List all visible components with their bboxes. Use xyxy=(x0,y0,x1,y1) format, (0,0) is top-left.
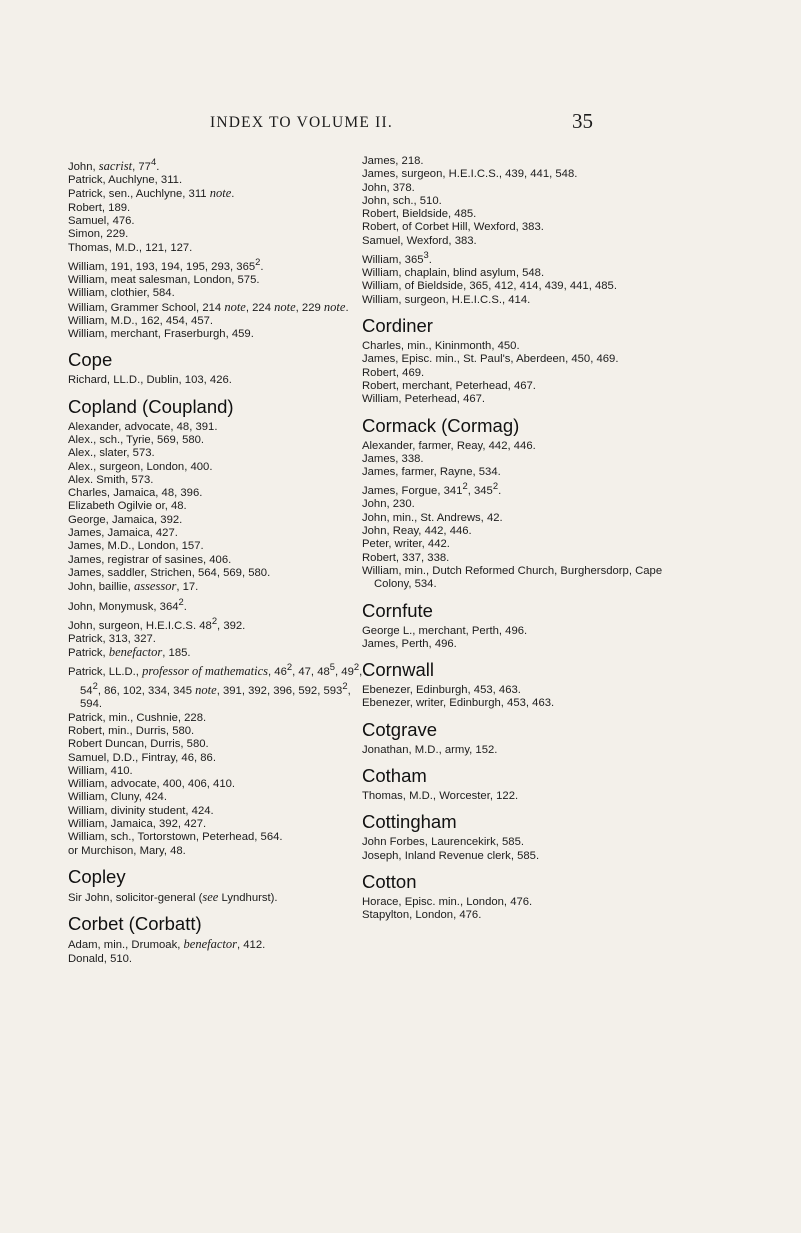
index-section xyxy=(362,871,667,923)
index-entry: William, Grammer School, 214 note, 224 note, 229 note. xyxy=(68,299,349,314)
index-section xyxy=(362,765,667,803)
index-entry: Patrick, LL.D., professor of mathematics, $46^2$, 47, $48^5$, $49^2$, $54^2$, 86, 102, 334, 345 note, 391, 392, 396, 592, $593^2$, 594. xyxy=(68,661,363,711)
index-entry: James, M.D., London, 157. xyxy=(68,540,204,553)
index-entry: William, M.D., 162, 454, 457. xyxy=(68,314,214,327)
index-entry: William, surgeon, H.E.I.C.S., 414. xyxy=(362,293,531,306)
index-entry: William, advocate, 400, 406, 410. xyxy=(68,778,236,791)
index-entry: William, Cluny, 424. xyxy=(68,791,167,804)
surname-heading: Cormack (Cormag) xyxy=(362,414,520,436)
index-entry: James, Jamaica, 427. xyxy=(68,527,178,540)
index-entry: Patrick, 313, 327. xyxy=(68,632,156,645)
index-entry: Robert, merchant, Peterhead, 467. xyxy=(362,379,536,392)
index-column-right xyxy=(362,155,667,923)
index-entry: John Forbes, Laurencekirk, 585. xyxy=(362,836,525,849)
index-entry: Alex., sch., Tyrie, 569, 580. xyxy=(68,433,205,446)
index-entry: Samuel, D.D., Fintray, 46, 86. xyxy=(68,751,216,764)
index-section xyxy=(68,913,373,966)
index-entry: James, farmer, Rayne, 534. xyxy=(362,466,501,479)
index-section xyxy=(68,396,373,858)
index-entry: James, saddler, Strichen, 564, 569, 580. xyxy=(68,566,271,579)
index-entry: John, baillie, assessor, 17. xyxy=(68,579,199,594)
surname-heading: Corbet (Corbatt) xyxy=(68,913,202,935)
surname-heading: Cottingham xyxy=(362,811,457,833)
index-entry: John, min., St. Andrews, 42. xyxy=(362,511,503,524)
index-section xyxy=(362,315,667,406)
index-entry: Robert, min., Durris, 580. xyxy=(68,724,195,737)
index-entry: Alex., surgeon, London, 400. xyxy=(68,460,213,473)
running-title: INDEX TO VOLUME II. xyxy=(210,114,393,131)
index-entry: William, merchant, Fraserburgh, 459. xyxy=(68,328,254,341)
index-entry: Peter, writer, 442. xyxy=(362,538,450,551)
index-entry: Simon, 229. xyxy=(68,228,129,241)
index-entry: John, Monymusk, $364^2$. xyxy=(68,595,187,613)
index-section xyxy=(68,155,373,341)
index-entry: James, surgeon, H.E.I.C.S., 439, 441, 548. xyxy=(362,168,578,181)
index-entry: Patrick, sen., Auchlyne, 311 note. xyxy=(68,186,235,201)
index-entry: Patrick, benefactor, 185. xyxy=(68,644,191,659)
index-entry: William, Jamaica, 392, 427. xyxy=(68,818,207,831)
index-entry: James, Forgue, $341^2$, $345^2$. xyxy=(362,480,502,498)
index-entry: Alex. Smith, 573. xyxy=(68,473,154,486)
index-entry: Robert, Bieldside, 485. xyxy=(362,208,477,221)
index-entry: Thomas, M.D., Worcester, 122. xyxy=(362,790,519,803)
index-entry: William, 410. xyxy=(68,764,133,777)
index-entry: Alex., slater, 573. xyxy=(68,447,155,460)
index-entry: Alexander, farmer, Reay, 442, 446. xyxy=(362,439,536,452)
surname-heading: Cotton xyxy=(362,870,417,892)
index-section xyxy=(362,719,667,757)
index-entry: Patrick, min., Cushnie, 228. xyxy=(68,711,207,724)
index-section xyxy=(68,349,373,387)
index-entry: William, min., Dutch Reformed Church, Burghersdorp, Cape Colony, 534. xyxy=(362,564,663,591)
index-entry: Patrick, Auchlyne, 311. xyxy=(68,174,183,187)
index-entry: John, Reay, 442, 446. xyxy=(362,525,472,538)
index-entry: James, Perth, 496. xyxy=(362,637,457,650)
index-entry: James, Episc. min., St. Paul's, Aberdeen, 450, 469. xyxy=(362,353,619,366)
index-entry: William, sch., Tortorstown, Peterhead, 564. xyxy=(68,831,283,844)
index-entry: John, sch., 510. xyxy=(362,194,442,207)
index-entry: William, of Bieldside, 365, 412, 414, 439, 441, 485. xyxy=(362,280,617,293)
index-entry: Stapylton, London, 476. xyxy=(362,909,482,922)
index-entry: John, surgeon, H.E.I.C.S. $48^2$, 392. xyxy=(68,614,246,632)
surname-heading: Cornfute xyxy=(362,599,433,621)
index-entry: Robert, 469. xyxy=(362,366,425,379)
index-entry: Ebenezer, Edinburgh, 453, 463. xyxy=(362,684,521,697)
index-entry: George, Jamaica, 392. xyxy=(68,513,183,526)
index-entry: Robert, of Corbet Hill, Wexford, 383. xyxy=(362,221,544,234)
index-entry: James, 338. xyxy=(362,452,424,465)
index-entry: John, sacrist, $77^4$. xyxy=(68,156,160,173)
index-entry: William, $365^3$. xyxy=(362,249,432,266)
index-section xyxy=(362,659,667,711)
index-entry: George L., merchant, Perth, 496. xyxy=(362,624,528,637)
page-header xyxy=(0,109,801,138)
index-entry: Samuel, Wexford, 383. xyxy=(362,234,477,247)
index-entry: John, 378. xyxy=(362,181,415,194)
index-entry: William, clothier, 584. xyxy=(68,287,175,300)
index-entry: William, divinity student, 424. xyxy=(68,804,214,817)
surname-heading: Cotgrave xyxy=(362,718,438,740)
index-entry: Thomas, M.D., 121, 127. xyxy=(68,241,193,254)
index-entry: James, 218. xyxy=(362,155,424,167)
index-entry: Adam, min., Drumoak, benefactor, 412. xyxy=(68,937,266,952)
index-entry: Ebenezer, writer, Edinburgh, 453, 463. xyxy=(362,697,555,710)
index-entry: Horace, Episc. min., London, 476. xyxy=(362,895,533,908)
index-entry: William, chaplain, blind asylum, 548. xyxy=(362,267,545,280)
index-entry: Jonathan, M.D., army, 152. xyxy=(362,743,498,756)
index-entry: William, Peterhead, 467. xyxy=(362,393,486,406)
surname-heading: Cotham xyxy=(362,765,427,787)
index-entry: Donald, 510. xyxy=(68,952,133,965)
index-section xyxy=(362,811,667,863)
index-entry: Alexander, advocate, 48, 391. xyxy=(68,420,218,433)
surname-heading: Cordiner xyxy=(362,315,433,337)
index-section xyxy=(362,155,667,307)
index-entry: Charles, min., Kininmonth, 450. xyxy=(362,340,520,353)
index-entry: Richard, LL.D., Dublin, 103, 426. xyxy=(68,374,232,387)
index-entry: Robert Duncan, Durris, 580. xyxy=(68,738,209,751)
page-number: 35 xyxy=(572,109,593,133)
surname-heading: Cope xyxy=(68,349,113,371)
index-entry: William, 191, 193, 194, 195, 293, $365^2$. xyxy=(68,255,264,273)
index-entry: Robert, 337, 338. xyxy=(362,551,450,564)
index-entry: Sir John, solicitor-general (see Lyndhurst). xyxy=(68,889,278,904)
index-entry: Charles, Jamaica, 48, 396. xyxy=(68,487,203,500)
index-entry: William, meat salesman, London, 575. xyxy=(68,273,260,286)
index-section xyxy=(68,866,373,905)
index-entry: James, registrar of sasines, 406. xyxy=(68,553,232,566)
index-entry: Robert, 189. xyxy=(68,201,131,214)
index-section xyxy=(362,600,667,652)
index-entry: John, 230. xyxy=(362,498,415,511)
index-entry: Samuel, 476. xyxy=(68,214,135,227)
index-entry: or Murchison, Mary, 48. xyxy=(68,844,186,857)
index-entry: Joseph, Inland Revenue clerk, 585. xyxy=(362,849,540,862)
index-column-left xyxy=(68,155,373,966)
index-entry: Elizabeth Ogilvie or, 48. xyxy=(68,500,187,513)
surname-heading: Cornwall xyxy=(362,659,434,681)
surname-heading: Copley xyxy=(68,865,126,887)
index-section xyxy=(362,415,667,592)
surname-heading: Copland (Coupland) xyxy=(68,395,234,417)
